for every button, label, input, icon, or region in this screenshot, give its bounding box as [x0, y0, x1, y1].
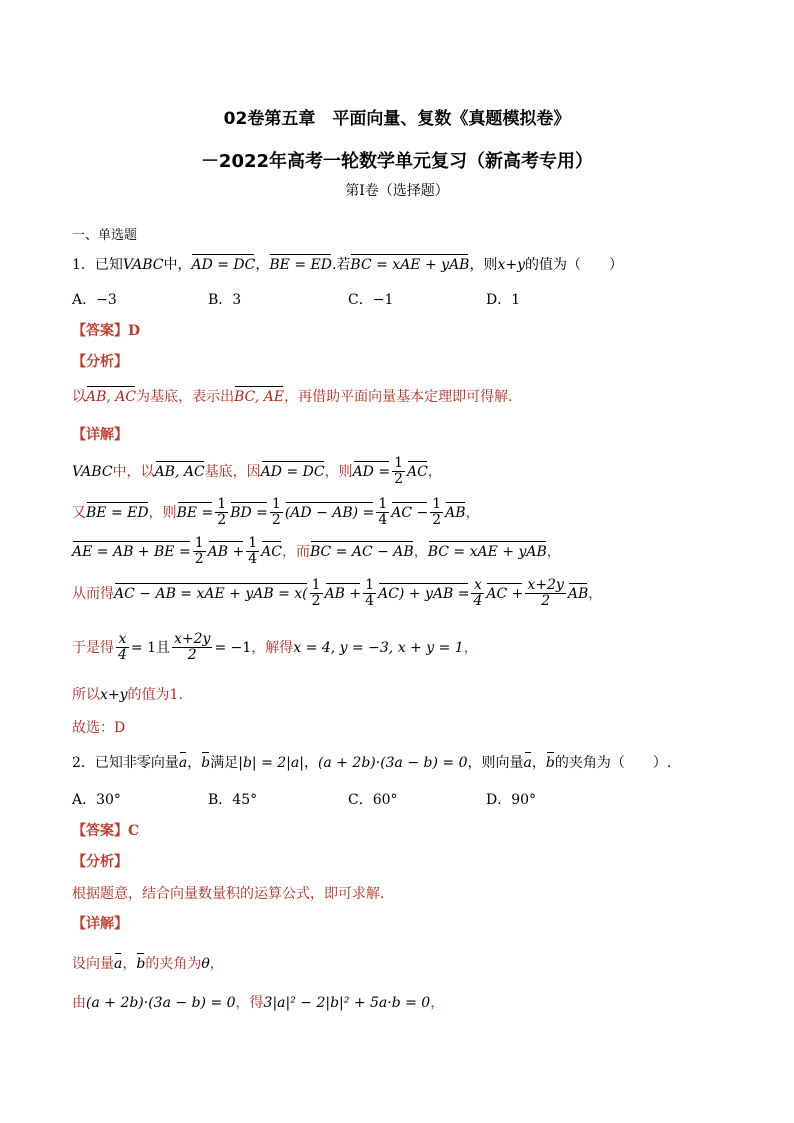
q2-option-d: D．90°	[486, 792, 537, 808]
q2-detail-line-1: 设向量a，b的夹角为θ，	[72, 956, 224, 972]
vector-expression: BE = ED	[269, 257, 332, 273]
q2-option-a: A．30°	[72, 792, 121, 808]
question-2-stem: 2．已知非零向量a，b满足|b| = 2|a|，(a + 2b)·(3a − b) = 0，则向量a，b的夹角为（ ）.	[72, 755, 672, 771]
q1-detail-line-6: 所以x+y的值为1.	[72, 687, 183, 703]
q1-answer: 【答案】D	[72, 323, 141, 339]
q2-analysis-text: 根据题意，结合向量数量积的运算公式，即可求解.	[72, 886, 385, 902]
q1-option-a: A．−3	[72, 292, 117, 308]
q1-detail-line-2: 又BE = ED，则BE = $\frac{1}{2}$ BD = $\frac{1}{2}$ (AD − AB) = $\frac{1}{4}$ AC − $\frac{1}{2}$ AB，	[72, 496, 480, 529]
q2-analysis-label: 【分析】	[72, 854, 128, 870]
q1-detail-line-4: 从而得AC − AB = xAE + yAB = x( $\frac{1}{2}$ AB + $\frac{1}{4}$ AC) + yAB = $\frac{x}{4}$ AC + $\frac{x+2y}{2}$ AB，	[72, 577, 603, 610]
q2-detail-line-2: 由(a + 2b)·(3a − b) = 0，得3|a|² − 2|b|² + 5a·b = 0，	[72, 995, 445, 1011]
document-subtitle: －2022年高考一轮数学单元复习（新高考专用）	[200, 151, 594, 172]
q2-detail-label: 【详解】	[72, 916, 128, 932]
q1-detail-line-3: AE = AB + BE = $\frac{1}{2}$ AB + $\frac{1}{4}$ AC，而BC = AC − AB，BC = xAE + yAB，	[72, 535, 561, 568]
q1-detail-label: 【详解】	[72, 427, 128, 443]
question-1-stem: 1．已知VABC中，AD = DC，BE = ED.若BC = xAE + yAB，则x+y的值为（ ）	[72, 257, 624, 273]
volume-label: 第Ⅰ卷（选择题）	[345, 183, 449, 199]
q2-option-b: B．45°	[208, 792, 258, 808]
q1-option-c: C．−1	[348, 292, 394, 308]
q1-analysis-label: 【分析】	[72, 354, 128, 370]
document-title: 02卷第五章 平面向量、复数《真题模拟卷》	[223, 109, 571, 129]
q1-option-b: B．3	[208, 292, 242, 308]
vector-expression: BC = xAE + yAB	[350, 257, 470, 273]
q2-answer: 【答案】C	[72, 823, 140, 839]
q1-analysis-text: 以AB, AC为基底，表示出BC, AE，再借助平面向量基本定理即可得解.	[72, 389, 513, 405]
q1-detail-line-5: 于是得 $\frac{x}{4}$ = 1且 $\frac{x+2y}{2}$ = −1，解得x = 4, y = −3, x + y = 1，	[72, 631, 478, 664]
section-heading: 一、单选题	[72, 228, 138, 243]
vector-expression: AD = DC	[191, 257, 256, 273]
q1-detail-line-1: VABC中，以AB, AC基底，因AD = DC，则AD = $\frac{1}{2}$ AC，	[72, 455, 442, 488]
q1-option-d: D．1	[486, 292, 521, 308]
q2-option-c: C．60°	[348, 792, 398, 808]
q1-detail-line-7: 故选：D	[72, 720, 126, 736]
